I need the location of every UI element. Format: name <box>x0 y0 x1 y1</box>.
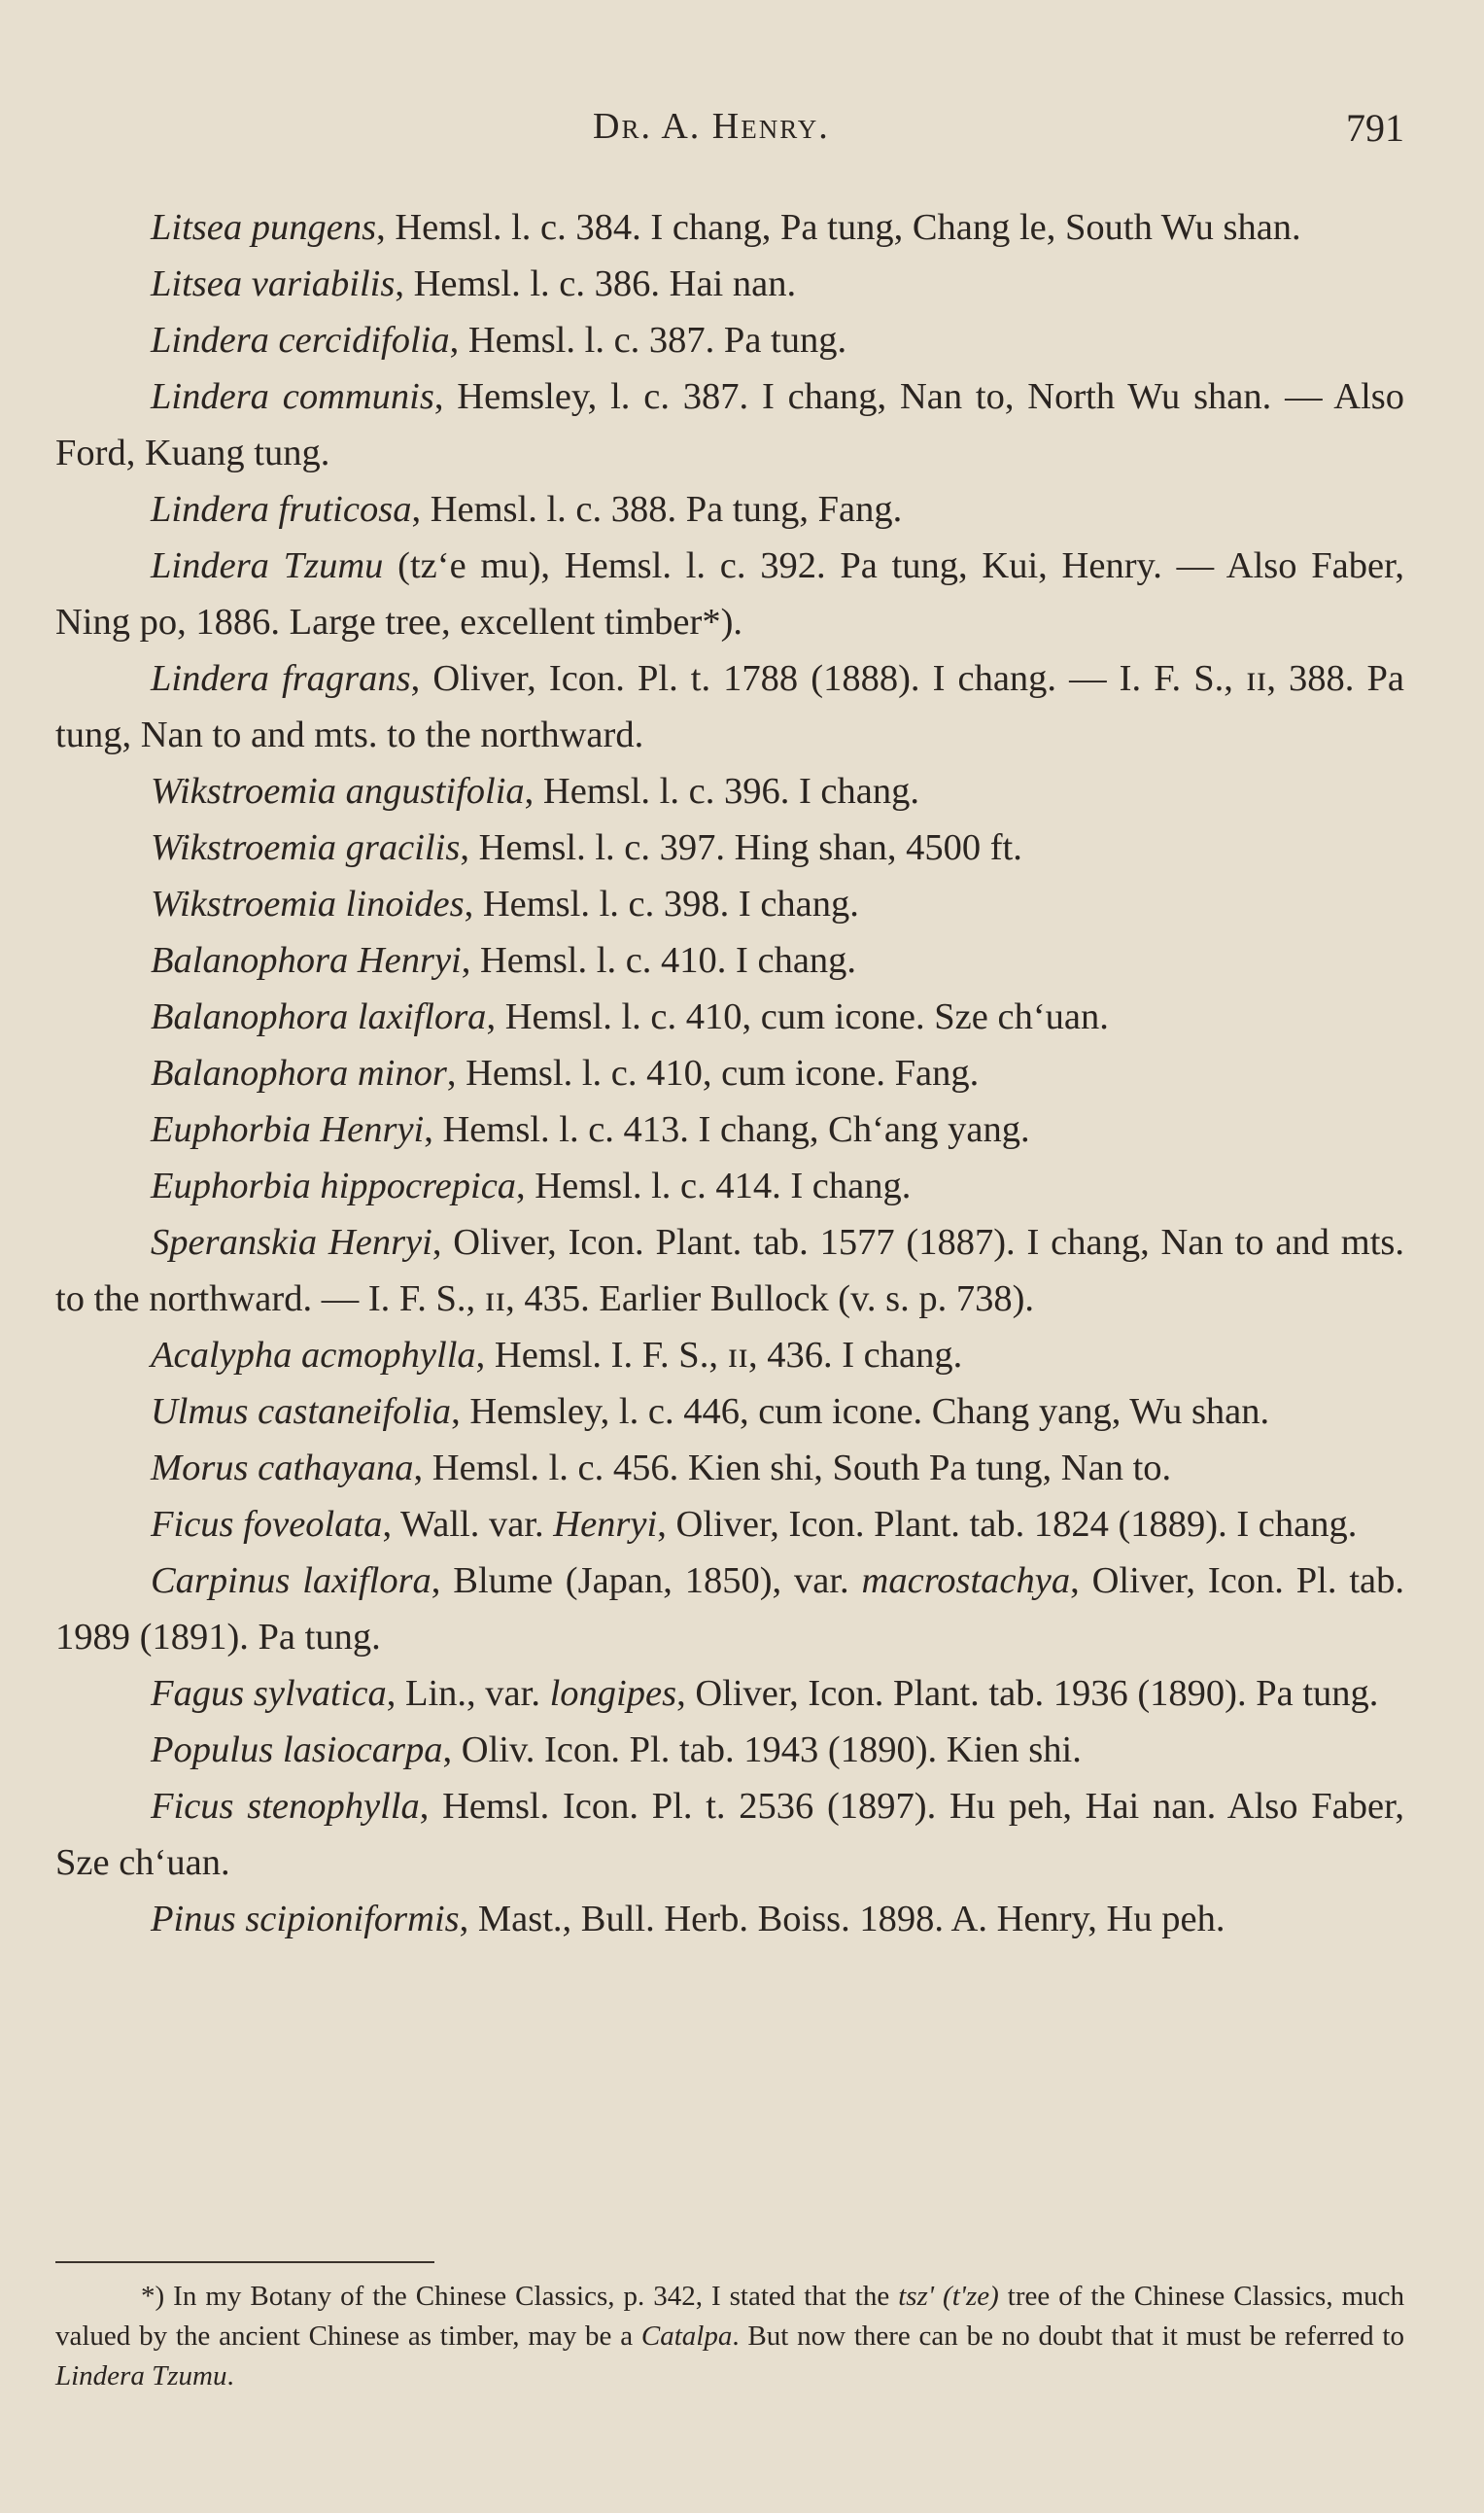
citation: , Oliv. Icon. Pl. tab. 1943 (1890). Kien shi. <box>442 1729 1082 1770</box>
citation: , Hemsl. l. c. 414. I chang. <box>516 1166 912 1206</box>
entry-populus-lasiocarpa <box>55 1722 1404 1778</box>
entry-wikstroemia-linoides <box>55 876 1404 932</box>
footnote-text: . But now there can be no doubt that it must be referred to <box>732 2321 1404 2352</box>
entry-balanophora-laxiflora <box>55 989 1404 1045</box>
citation: , Hemsl. I. F. S., ɪɪ, 436. I chang. <box>475 1335 963 1376</box>
entry-wikstroemia-gracilis <box>55 820 1404 876</box>
footnote-text: tree of the Chinese Classics, much valued by the ancient Chinese as timber, may be a <box>55 2281 1404 2352</box>
citation: , Hemsl. l. c. 396. I chang. <box>524 771 919 812</box>
citation: , Hemsl. l. c. 410, cum icone. Fang. <box>446 1053 980 1094</box>
species-name: Balanophora laxiflora <box>151 996 487 1037</box>
entry-morus-cathayana <box>55 1440 1404 1496</box>
species-name: Acalypha acmophylla <box>151 1335 476 1376</box>
footnote-text: . <box>226 2360 234 2391</box>
entry-lindera-cercidifolia <box>55 312 1404 368</box>
species-name: Ulmus castaneifolia <box>151 1391 452 1432</box>
citation: , Hemsl. l. c. 397. Hing shan, 4500 ft. <box>460 827 1022 868</box>
entry-balanophora-henryi <box>55 932 1404 989</box>
species-name: Wikstroemia angustifolia <box>151 771 525 812</box>
entry-wikstroemia-angustifolia <box>55 763 1404 820</box>
species-name: Ficus foveolata <box>151 1504 383 1545</box>
entry-lindera-fragrans <box>55 650 1404 763</box>
footnote-text: *) In my Botany of the Chinese Classics, p. 342, I stated that the <box>141 2281 899 2312</box>
species-name: Litsea variabilis <box>151 263 396 304</box>
species-name: Balanophora Henryi <box>151 940 462 981</box>
species-name: Fagus sylvatica <box>151 1673 387 1714</box>
citation: , Hemsl. l. c. 384. I chang, Pa tung, Chang le, South Wu shan. <box>376 207 1301 248</box>
entry-litsea-variabilis <box>55 256 1404 312</box>
citation: , Hemsl. l. c. 413. I chang, Chʻang yang. <box>424 1109 1030 1150</box>
species-name: Wikstroemia gracilis <box>151 827 461 868</box>
entry-fagus-sylvatica <box>55 1665 1404 1722</box>
entry-pinus-scipioniformis <box>55 1891 1404 1947</box>
entry-speranskia-henryi <box>55 1214 1404 1327</box>
citation-part: , Blume (Japan, 1850), var. <box>431 1560 862 1601</box>
species-list <box>55 199 1404 1947</box>
citation-part: , Wall. var. <box>382 1504 554 1545</box>
footnote-term: Lindera Tzumu <box>55 2360 227 2391</box>
citation: , Oliver, Icon. Pl. t. 1788 (1888). I chang. — I. F. S., ɪɪ, 388. Pa tung, Nan to and mts. to the northward. <box>55 658 1405 755</box>
entry-balanophora-minor <box>55 1045 1404 1101</box>
citation: (tzʻe mu), Hemsl. l. c. 392. Pa tung, Kui, Henry. — Also Faber, Ning po, 1886. Large tree, excellent timber*). <box>55 545 1404 643</box>
citation: , Hemsl. l. c. 386. Hai nan. <box>395 263 797 304</box>
citation: , Hemsl. l. c. 398. I chang. <box>464 884 859 925</box>
footnote-term: tsz' (t'ze) <box>898 2281 999 2312</box>
citation: , Oliver, Icon. Pl. tab. 1989 (1891). Pa tung. <box>55 1560 1404 1658</box>
species-name: Lindera fragrans <box>151 658 411 699</box>
species-name: Ficus stenophylla <box>151 1786 420 1827</box>
citation-part: , Lin., var. <box>386 1673 550 1714</box>
species-name: Euphorbia hippocrepica <box>151 1166 517 1206</box>
entry-ficus-stenophylla <box>55 1778 1404 1891</box>
entry-lindera-tzumu <box>55 538 1404 650</box>
footnote <box>55 2277 1404 2396</box>
species-name: Wikstroemia linoides <box>151 884 465 925</box>
citation: , Hemsley, l. c. 446, cum icone. Chang yang, Wu shan. <box>451 1391 1270 1432</box>
species-name: Speranskia Henryi <box>151 1222 432 1263</box>
page-number: 791 <box>1346 106 1404 150</box>
entry-carpinus-laxiflora <box>55 1553 1404 1665</box>
variety-name: macrostachya <box>861 1560 1071 1601</box>
entry-ficus-foveolata <box>55 1496 1404 1553</box>
entry-euphorbia-henryi <box>55 1101 1404 1158</box>
species-name: Lindera fruticosa <box>151 489 412 530</box>
entry-lindera-communis <box>55 368 1404 481</box>
citation: , Oliver, Icon. Plant. tab. 1824 (1889). I chang. <box>657 1504 1358 1545</box>
citation: , Hemsl. l. c. 456. Kien shi, South Pa tung, Nan to. <box>413 1448 1172 1488</box>
variety-name: longipes <box>549 1673 677 1714</box>
citation: , Hemsley, l. c. 387. I chang, Nan to, North Wu shan. — Also Ford, Kuang tung. <box>55 376 1404 473</box>
running-head: Dr. A. Henry. <box>593 106 830 147</box>
species-name: Populus lasiocarpa <box>151 1729 443 1770</box>
species-name: Carpinus laxiflora <box>151 1560 431 1601</box>
entry-ulmus-castaneifolia <box>55 1383 1404 1440</box>
page-header <box>0 105 1484 163</box>
citation: , Hemsl. Icon. Pl. t. 2536 (1897). Hu peh, Hai nan. Also Faber, Sze chʻuan. <box>55 1786 1404 1883</box>
species-name: Morus cathayana <box>151 1448 414 1488</box>
species-name: Lindera cercidifolia <box>151 320 450 361</box>
entry-euphorbia-hippocrepica <box>55 1158 1404 1214</box>
species-name: Lindera Tzumu <box>151 545 384 586</box>
citation: , Mast., Bull. Herb. Boiss. 1898. A. Henry, Hu peh. <box>459 1899 1225 1939</box>
species-name: Pinus scipioniformis <box>151 1899 460 1939</box>
footnote-rule <box>55 2261 434 2263</box>
citation: , Hemsl. l. c. 388. Pa tung, Fang. <box>411 489 903 530</box>
citation: , Oliver, Icon. Plant. tab. 1577 (1887). I chang, Nan to and mts. to the northward. — I. F. S., ɪɪ, 435. Earlier Bullock (v. s. p. 738). <box>55 1222 1405 1319</box>
footnote-term: Catalpa <box>640 2321 733 2352</box>
species-name: Lindera communis <box>151 376 434 417</box>
species-name: Litsea pungens <box>151 207 377 248</box>
citation: , Hemsl. l. c. 410. I chang. <box>461 940 857 981</box>
entry-litsea-pungens <box>55 199 1404 256</box>
citation: , Hemsl. l. c. 410, cum icone. Sze chʻuan. <box>486 996 1109 1037</box>
citation: , Hemsl. l. c. 387. Pa tung. <box>449 320 847 361</box>
species-name: Euphorbia Henryi <box>151 1109 425 1150</box>
species-name: Balanophora minor <box>151 1053 447 1094</box>
entry-acalypha-acmophylla <box>55 1327 1404 1383</box>
variety-name: Henryi <box>553 1504 658 1545</box>
citation: , Oliver, Icon. Plant. tab. 1936 (1890). Pa tung. <box>676 1673 1379 1714</box>
entry-lindera-fruticosa <box>55 481 1404 538</box>
